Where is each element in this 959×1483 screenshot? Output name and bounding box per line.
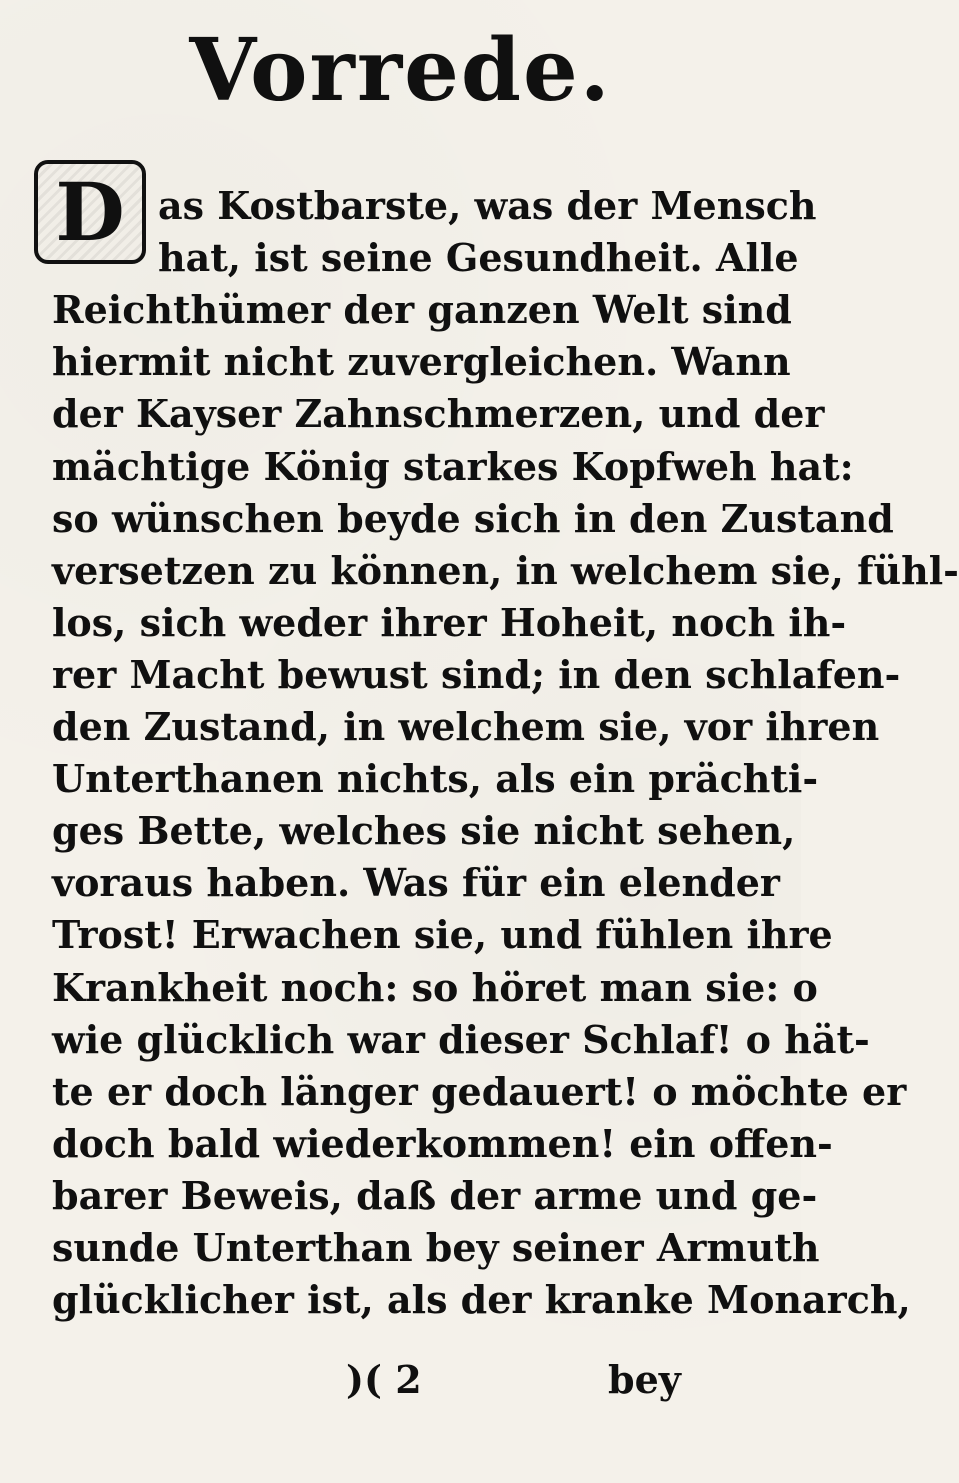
page-heading: Vorrede. — [189, 20, 612, 121]
text-line: rer Macht bewust sind; in den schlafen- — [52, 651, 901, 697]
text-line: los, sich weder ihrer Hoheit, noch ih- — [52, 599, 847, 645]
text-line: hat, ist seine Gesundheit. Alle — [158, 235, 799, 281]
text-line: wie glücklich war dieser Schlaf! o hät- — [52, 1016, 870, 1062]
text-line: doch bald wiederkommen! ein offen- — [52, 1120, 833, 1166]
text-line: Reichthümer der ganzen Welt sind — [52, 287, 792, 333]
text-line: so wünschen beyde sich in den Zustand — [52, 495, 894, 541]
text-line: mächtige König starkes Kopfweh hat: — [52, 443, 854, 489]
text-line: hiermit nicht zuvergleichen. Wann — [52, 339, 791, 385]
text-line: versetzen zu können, in welchem sie, fühl- — [52, 547, 959, 593]
text-line: voraus haben. Was für ein elender — [52, 860, 780, 906]
text-line: Krankheit noch: so höret man sie: o — [52, 964, 818, 1010]
text-line: sunde Unterthan bey seiner Armuth — [52, 1225, 820, 1270]
text-line: der Kayser Zahnschmerzen, und der — [52, 391, 825, 437]
text-line: ges Bette, welches sie nicht sehen, — [52, 808, 796, 854]
catchword: bey — [608, 1357, 681, 1402]
text-line: glücklicher ist, als der kranke Monarch, — [52, 1277, 911, 1323]
text-line: Unterthanen nichts, als ein prächti- — [52, 756, 819, 802]
text-line: as Kostbarste, was der Mensch — [158, 183, 817, 228]
text-line: te er doch länger gedauert! o möchte er — [52, 1068, 907, 1114]
ornamental-initial — [34, 160, 146, 264]
initial-letter: D — [55, 165, 125, 259]
text-line: barer Beweis, daß der arme und ge- — [52, 1172, 818, 1218]
page-footer — [0, 1354, 801, 1406]
signature-mark: )( 2 — [346, 1357, 422, 1402]
text-line: Trost! Erwachen sie, und fühlen ihre — [52, 912, 833, 958]
text-line: den Zustand, in welchem sie, vor ihren — [52, 704, 880, 749]
